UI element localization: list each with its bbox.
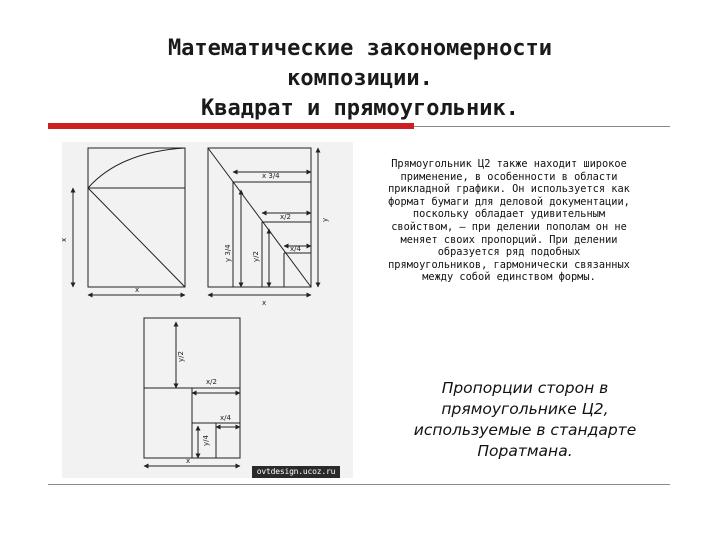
label-x-bottom-3: x — [186, 457, 191, 465]
label-x4-diagram3: x/4 — [220, 414, 231, 422]
description-line: прикладной графики. Он используется как — [388, 183, 630, 196]
description-line: меняет своих пропорций. При делении — [400, 233, 618, 246]
label-x-vertical: x — [60, 237, 68, 242]
label-x34: x 3/4 — [262, 172, 280, 180]
description-line: формат бумаги для деловой документации, — [388, 195, 630, 208]
label-y34: y 3/4 — [224, 244, 232, 262]
title-line-3: Квадрат и прямоугольник. — [201, 96, 519, 121]
title-line-2: композиции. — [287, 66, 433, 91]
title-line-1: Математические закономерности — [167, 36, 553, 61]
label-y2-diagram3: y/2 — [177, 351, 185, 362]
figure-background-edge — [348, 142, 353, 478]
figure-background — [62, 142, 348, 478]
label-y2: y/2 — [252, 251, 260, 262]
description-line: применение, в особенности в области — [400, 170, 618, 183]
label-x2-diagram3: x/2 — [206, 378, 217, 386]
caption-line: Пропорции сторон в — [441, 379, 609, 397]
description-line: свойством, — при делении пополам он не — [391, 220, 627, 233]
description-line: прямоугольников, гармонически связанных — [388, 258, 630, 271]
label-x-bottom-2: x — [262, 299, 267, 307]
description-line: образуется ряд подобных — [437, 246, 581, 259]
label-x2: x/2 — [280, 213, 291, 221]
caption-line: прямоугольнике Ц2, — [441, 400, 609, 418]
label-y4-diagram3: y/4 — [202, 435, 210, 446]
label-x4: x/4 — [290, 245, 301, 253]
figure-caption — [390, 378, 660, 462]
caption-line: используемые в стандарте — [413, 421, 637, 439]
description-line: Прямоугольник Ц2 также находит широкое — [391, 158, 627, 170]
bottom-rule — [48, 484, 670, 485]
caption-line: Поратмана. — [477, 442, 573, 460]
figure-watermark: ovtdesign.ucoz.ru — [252, 466, 340, 478]
label-x-bottom-1: x — [135, 286, 140, 294]
description-line: между собой единством формы. — [422, 271, 596, 284]
description-text — [356, 158, 662, 284]
description-line: поскольку обладает удивительным — [412, 208, 606, 221]
label-y: y — [321, 217, 329, 222]
